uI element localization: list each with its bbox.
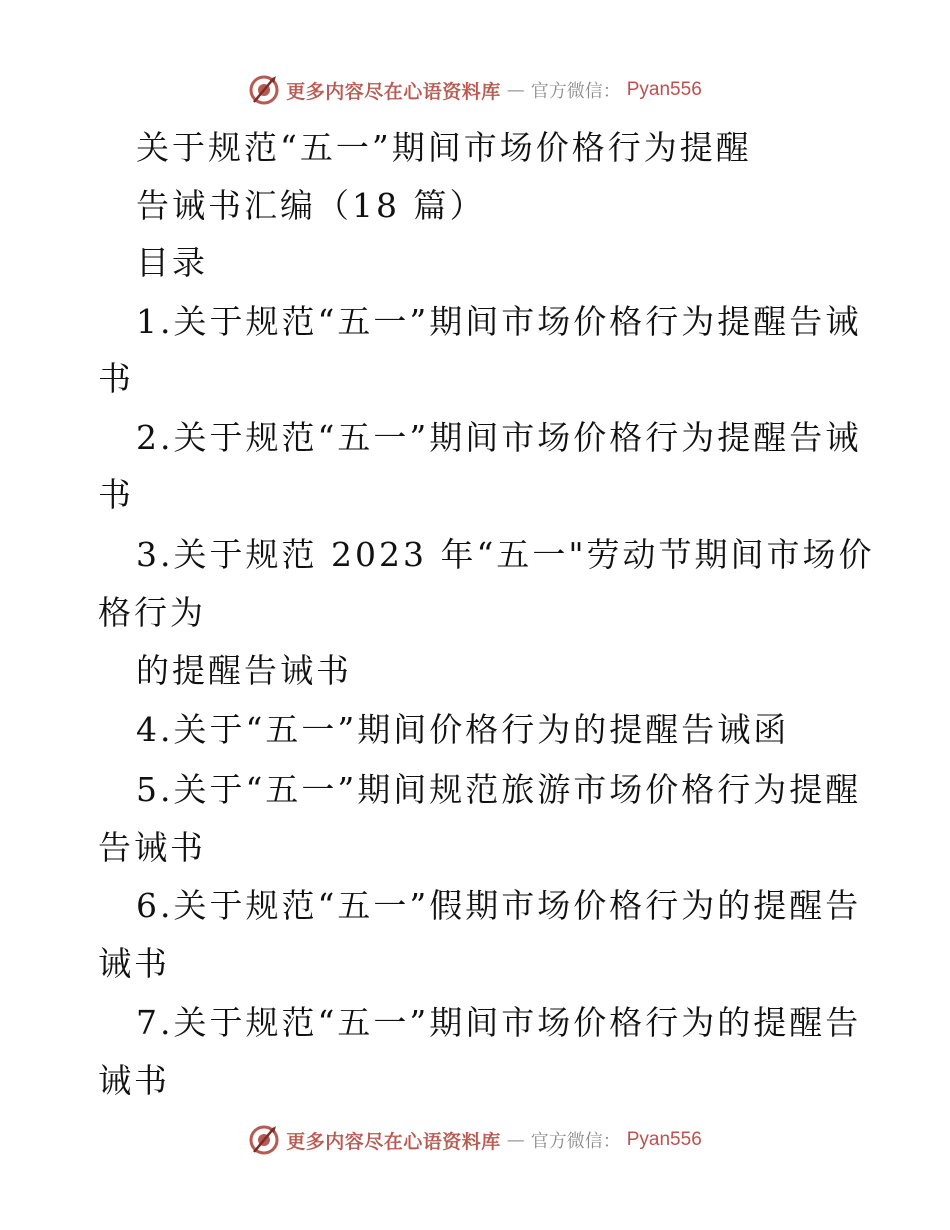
watermark-contact-id: Pyan556: [626, 79, 702, 100]
toc-line: 4.关于“五一”期间价格行为的提醒告诫函: [136, 710, 790, 749]
toc-line: 7.关于规范“五一”期间市场价格行为的提醒告: [136, 1003, 862, 1042]
toc-line: 书: [98, 359, 134, 398]
toc-line: 2.关于规范“五一”期间市场价格行为提醒告诫: [136, 418, 862, 457]
toc-line: 3.关于规范 2023 年“五一"劳动节期间市场价: [136, 535, 875, 574]
watermark-dash: —: [506, 1129, 525, 1151]
watermark-dash: —: [506, 79, 525, 101]
watermark-contact-label: 官方微信：: [530, 81, 621, 102]
quill-logo-icon: [248, 1124, 280, 1156]
toc-line: 5.关于“五一”期间规范旅游市场价格行为提醒: [136, 770, 862, 809]
watermark-contact-id: Pyan556: [626, 1129, 702, 1150]
quill-logo-icon: [248, 74, 280, 106]
toc-line: 诫书: [98, 1061, 170, 1100]
document-title-line-1: 关于规范“五一”期间市场价格行为提醒: [136, 128, 752, 167]
toc-line: 告诫书: [98, 828, 206, 867]
toc-line: 格行为: [98, 593, 206, 632]
footer-watermark: [0, 1120, 950, 1160]
watermark-text: 更多内容尽在心语资料库: [286, 80, 501, 103]
toc-line: 6.关于规范“五一”假期市场价格行为的提醒告: [136, 886, 862, 925]
toc-line: 书: [98, 475, 134, 514]
header-watermark: [0, 70, 950, 110]
toc-line: 的提醒告诫书: [136, 651, 352, 690]
watermark-contact-label: 官方微信：: [530, 1131, 621, 1152]
document-title-line-2: 告诫书汇编（18 篇）: [136, 186, 486, 225]
toc-line: 诫书: [98, 944, 170, 983]
watermark-text: 更多内容尽在心语资料库: [286, 1130, 501, 1153]
toc-line: 1.关于规范“五一”期间市场价格行为提醒告诫: [136, 302, 862, 341]
toc-heading: 目录: [136, 243, 208, 282]
